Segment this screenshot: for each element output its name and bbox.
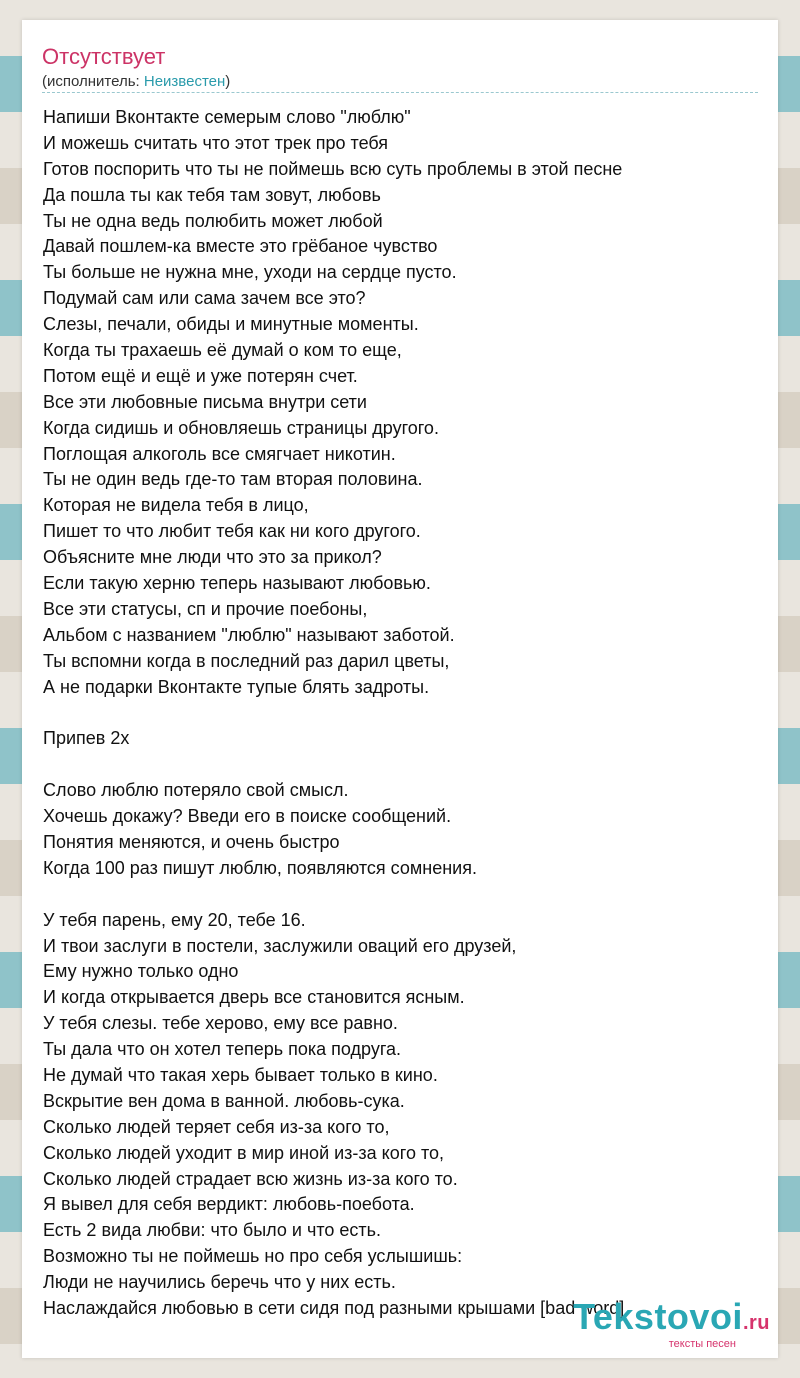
logo-tagline: тексты песен [668,1338,736,1350]
lyrics-line: Хочешь докажу? Введи его в поиске сообщений. [43,806,452,827]
site-logo[interactable] [573,1298,770,1350]
lyrics-blank-line [43,882,763,908]
artist-suffix: ) [225,73,231,90]
artist-line [42,73,230,90]
lyrics-line: Если такую херню теперь называют любовью. [43,573,431,594]
lyrics-line: Когда 100 раз пишут люблю, появляются сомнения. [43,857,477,878]
lyrics-line: Ты больше не нужна мне, уходи на сердце пусто. [43,262,457,283]
lyrics-line: У тебя парень, ему 20, тебе 16. [43,909,306,930]
lyrics-blank-line [43,700,763,726]
lyrics-line: И можешь считать что этот трек про тебя [43,132,389,153]
lyrics-line: Ты не одна ведь полюбить может любой [43,210,383,231]
lyrics-line: Пишет то что любит тебя как ни кого другого. [43,521,421,542]
lyrics-line: Все эти любовные письма внутри сети [43,391,367,412]
lyrics-line: Не думай что такая херь бывает только в кино. [43,1064,438,1085]
lyrics-line: И когда открывается дверь все становится ясным. [43,987,465,1008]
lyrics-line: Возможно ты не поймешь но про себя услышишь: [43,1246,463,1267]
lyrics-line: Поглощая алкоголь все смягчает никотин. [43,443,396,464]
lyrics-line: Когда ты трахаешь её думай о ком то еще, [43,340,402,361]
lyrics-line: Которая не видела тебя в лицо, [43,495,309,516]
lyrics-line: Понятия меняются, и очень быстро [43,831,340,852]
lyrics-line: Люди не научились беречь что у них есть. [43,1272,396,1293]
lyrics-line: А не подарки Вконтакте тупые блять задроты. [43,676,430,697]
lyrics-line: Сколько людей страдает всю жизнь из-за кого то. [43,1168,458,1189]
lyrics-line: Есть 2 вида любви: что было и что есть. [43,1220,382,1241]
lyrics-line: Ты дала что он хотел теперь пока подруга. [43,1039,402,1060]
lyrics-line: Готов поспорить что ты не поймешь всю суть проблемы в этой песне [43,158,623,179]
lyrics-line: Объясните мне люди что это за прикол? [43,547,382,568]
lyrics-line: Слово люблю потеряло свой смысл. [43,780,349,801]
logo-tld: .ru [742,1312,770,1334]
lyrics-line: Ты не один ведь где-то там вторая половина. [43,469,423,490]
lyrics-line: Да пошла ты как тебя там зовут, любовь [43,184,381,205]
lyrics-line: Ему нужно только одно [43,961,239,982]
lyrics-line: Сколько людей теряет себя из-за кого то, [43,1116,390,1137]
lyrics-text [43,105,763,1322]
artist-prefix: (исполнитель: [42,73,144,90]
lyrics-line: Сколько людей уходит в мир иной из-за кого то, [43,1142,445,1163]
lyrics-line: Наслаждайся любовью в сети сидя под разными крышами [bad word] [43,1297,625,1318]
lyrics-line: Я вывел для себя вердикт: любовь-поебота. [43,1194,415,1215]
lyrics-blank-line [43,752,763,778]
lyrics-line: Альбом с названием "люблю" называют заботой. [43,624,455,645]
lyrics-line: Припев 2х [43,728,130,749]
lyrics-line: Подумай сам или сама зачем все это? [43,288,366,309]
logo-name: Tekstovoi [573,1296,743,1337]
lyrics-line: Все эти статусы, сп и прочие поебоны, [43,598,368,619]
lyrics-line: Потом ещё и ещё и уже потерян счет. [43,365,358,386]
lyrics-line: Напиши Вконтакте семерым слово "люблю" [43,107,411,127]
lyrics-line: Давай пошлем-ка вместе это грёбаное чувство [43,236,438,257]
lyrics-line: У тебя слезы. тебе херово, ему все равно. [43,1013,398,1034]
lyrics-card [22,20,778,1358]
artist-link[interactable]: Неизвестен [143,73,226,90]
lyrics-line: И твои заслуги в постели, заслужили оваций его друзей, [43,935,517,956]
lyrics-line: Вскрытие вен дома в ванной. любовь-сука. [43,1090,405,1111]
lyrics-line: Ты вспомни когда в последний раз дарил цветы, [43,650,450,671]
song-title: Отсутствует [42,44,166,69]
lyrics-line: Слезы, печали, обиды и минутные моменты. [43,314,419,335]
title-divider [42,92,758,93]
lyrics-line: Когда сидишь и обновляешь страницы другого. [43,417,439,438]
